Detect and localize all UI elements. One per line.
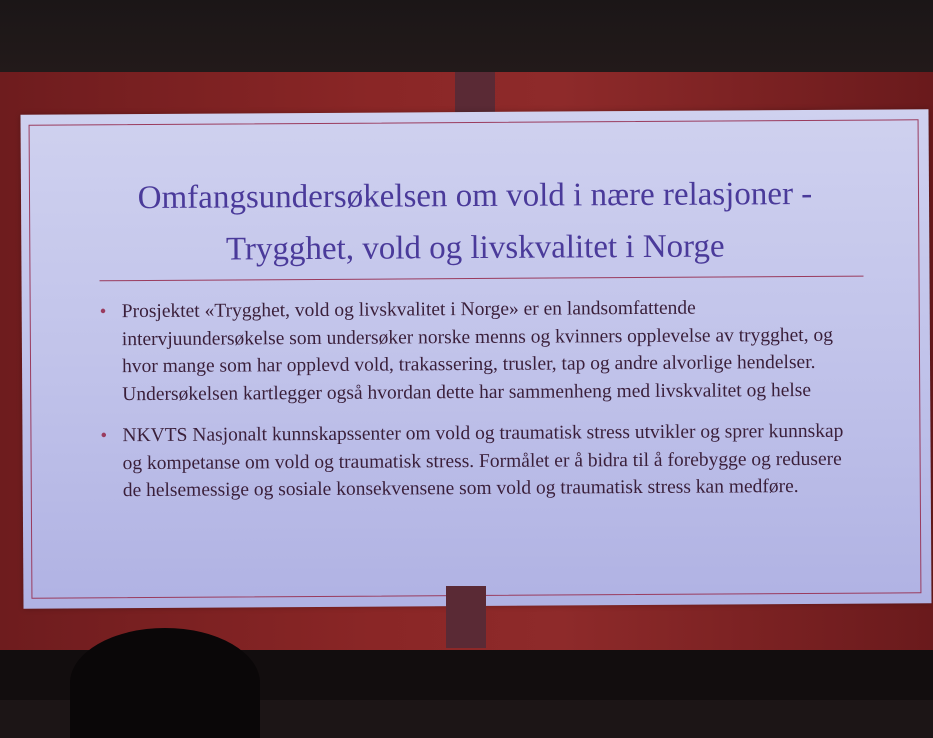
bullet-dot-icon: • [99,301,107,323]
slide-title-line-1: Omfangsundersøkelsen om vold i nære relasjoner - [137,175,813,217]
bullet-text: NKVTS Nasjonalt kunnskapssenter om vold og traumatisk stress utvikler og sprer kunnskap og kompetanse om vold og traumatisk stress. Formålet er å bidra til å forebygge og redusere de helsemessige og sosiale konsekvensene som vold og traumatisk stress kan medføre. [122,420,844,502]
audience-head-silhouette [70,628,260,738]
slide-title-line-2: Trygghet, vold og livskvalitet i Norge [225,228,725,268]
bullet-list [100,294,861,519]
bullet-dot-icon: • [100,425,108,447]
room-ceiling [0,0,933,78]
screen-mount-bottom [446,586,486,648]
bullet-item [100,418,860,505]
projected-slide [20,109,931,609]
bullet-item [100,294,861,409]
slide-title [61,167,890,276]
bullet-text: Prosjektet «Trygghet, vold og livskvalitet i Norge» er en landsomfattende intervjuundersøkelse som undersøker norske menns og kvinners opplevelse av trygghet, og hvor mange som har opplevd vold, trakassering, trusler, tap og andre alvorlige hendelser. Undersøkelsen kartlegger også hvordan dette har sammenheng med livskvalitet og helse [121,297,833,405]
